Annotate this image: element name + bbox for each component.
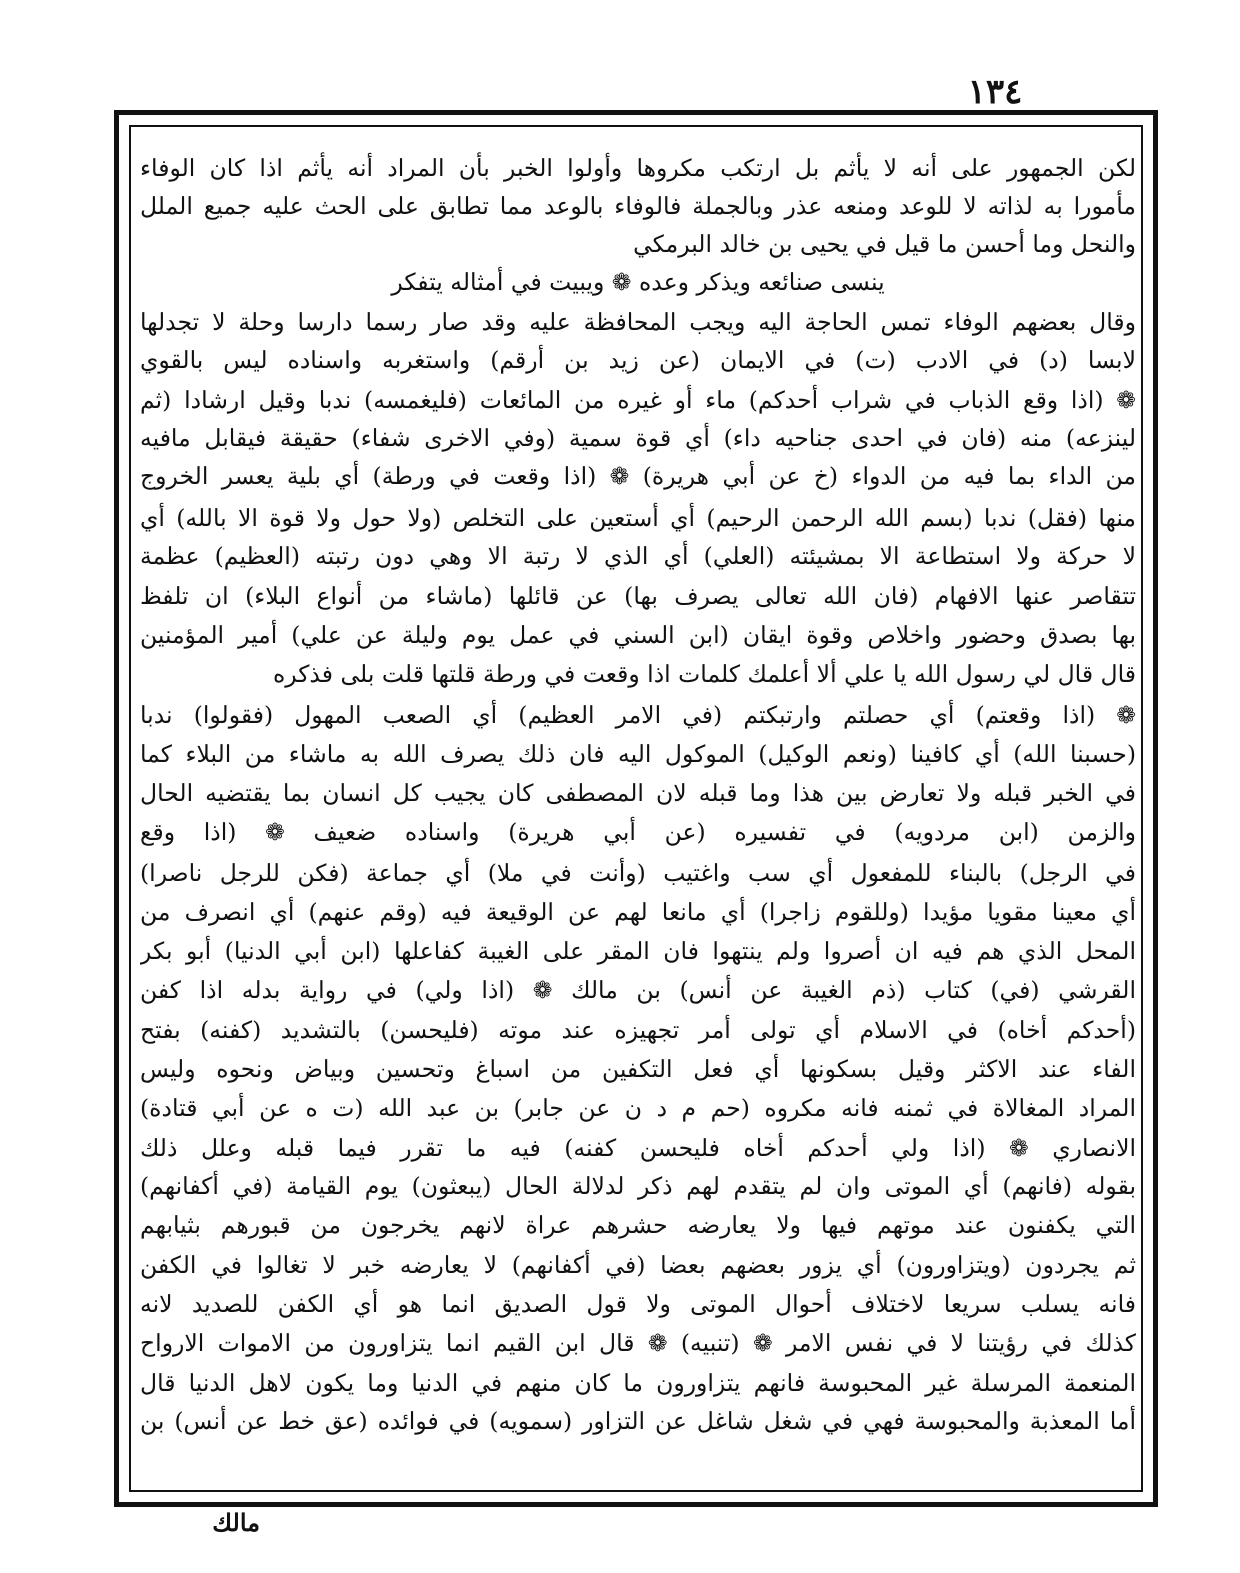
text-line: التي يكفنون عند موتهم فيها ولا يعارضه حشرهم عراة لانهم يخرجون من قبورهم بثيابهم (140, 1211, 1136, 1239)
text-line: كذلك في رؤيتنا لا في نفس الامر ❁ (تنبيه) ❁ قال ابن القيم انما يتزاورون من الاموات الارواح (140, 1329, 1136, 1357)
text-line: وقال بعضهم الوفاء تمس الحاجة اليه ويجب المحافظة عليه وقد صار رسما دارسا وحلة لا تجدلها (140, 308, 1136, 336)
text-line: المحل الذي هم فيه ان أصروا ولم ينتهوا فان المقر على الغيبة كفاعلها (ابن أبي الدنيا) أبو بكر (140, 937, 1136, 965)
text-block (140, 120, 1136, 1500)
text-line: ❁ (اذا وقعتم) أي حصلتم وارتبكتم (في الامر العظيم) أي الصعب المهول (فقولوا) ندبا (140, 701, 1136, 729)
text-line: الفاء عند الاكثر وقيل بسكونها أي فعل التكفين من اسباغ وتحسين وبياض ونحوه وليس (140, 1055, 1136, 1083)
text-line: والنحل وما أحسن ما قيل في يحيى بن خالد البرمكي (633, 230, 1136, 258)
catchword: مالك (212, 1508, 260, 1537)
text-line: ينسى صنائعه ويذكر وعده ❁ ويبيت في أمثاله يتفكر (391, 268, 885, 296)
text-line: قال قال لي رسول الله يا علي ألا أعلمك كلمات اذا وقعت في ورطة قلتها قلت بلى فذكره (272, 660, 1136, 688)
text-line: (حسبنا الله) أي كافينا (ونعم الوكيل) الموكول اليه فان ذلك يصرف الله به ماشاء من البلاء كما (140, 740, 1136, 768)
text-line: أي معينا مقويا مؤيدا (وللقوم زاجرا) أي مانعا لهم عن الوقيعة فيه (وقم عنهم) أي انصرف من (140, 898, 1136, 926)
text-line: المنعمة المرسلة غير المحبوسة فانهم يتزاورون ما كان منهم في الدنيا وما يكون لاهل الدنيا قال (140, 1369, 1136, 1397)
text-line: من الداء بما فيه من الدواء (خ عن أبي هريرة) ❁ (اذا وقعت في ورطة) أي بلية يعسر الخروج (140, 462, 1136, 490)
text-line: القرشي (في) كتاب (ذم الغيبة عن أنس) بن مالك ❁ (اذا ولي) في رواية بدله اذا كفن (140, 976, 1136, 1004)
text-line: الانصاري ❁ (اذا ولي أحدكم أخاه فليحسن كفنه) فيه ما تقرر فيما قبله وعلل ذلك (140, 1134, 1136, 1162)
text-line: بها بصدق وحضور واخلاص وقوة ايقان (ابن السني في عمل يوم وليلة عن علي) أمير المؤمنين (140, 621, 1136, 649)
text-line: لا حركة ولا استطاعة الا بمشيئته (العلي) أي الذي لا رتبة الا وهي دون رتبته (العظيم) عظمة (140, 542, 1136, 570)
text-line: (أحدكم أخاه) في الاسلام أي تولى أمر تجهيزه عند موته (فليحسن) بالتشديد (كفنه) بفتح (140, 1016, 1136, 1044)
text-line: مأمورا به لذاته لا للوعد ومنعه عذر وبالجملة فالوفاء بالوعد مما تطابق على الحث عليه جميع الملل (140, 192, 1136, 220)
text-line: أما المعذبة والمحبوسة فهي في شغل شاغل عن التزاور (سمويه) في فوائده (عق خط عن أنس) بن (140, 1407, 1136, 1435)
page-number: ١٣٤ (967, 72, 1023, 112)
text-line: والزمن (ابن مردويه) في تفسيره (عن أبي هريرة) واسناده ضعيف ❁ (اذا وقع (140, 818, 1136, 846)
text-line: لينزعه) منه (فان في احدى جناحيه داء) أي قوة سمية (وفي الاخرى شفاء) حقيقة فيقابل مافيه (140, 424, 1136, 452)
text-line: في الخبر قبله ولا تعارض بين هذا وما قبله لان المصطفى كان يجيب كل انسان بما يقتضيه الحال (140, 779, 1136, 807)
text-line: لابسا (د) في الادب (ت) في الايمان (عن زيد بن أرقم) واستغربه واسناده ليس بالقوي (140, 346, 1136, 374)
text-line: فانه يسلب سريعا لاختلاف أحوال الموتى ولا قول الصديق انما هو أي الكفن للصديد لانه (140, 1290, 1136, 1318)
text-line: المراد المغالاة في ثمنه فانه مكروه (حم م د ن عن جابر) بن عبد الله (ت ه عن أبي قتادة) (140, 1094, 1136, 1122)
text-line: بقوله (فانهم) أي الموتى وان لم يتقدم لهم ذكر لدلالة الحال (يبعثون) يوم القيامة (في أكفانهم) (140, 1172, 1136, 1200)
text-line: تتقاصر عنها الافهام (فان الله تعالى يصرف بها) عن قائلها (ماشاء من أنواع البلاء) ان تلفظ (140, 582, 1136, 610)
text-line: لكن الجمهور على أنه لا يأثم بل ارتكب مكروها وأولوا الخبر بأن المراد أنه يأثم اذا كان الوفاء (140, 154, 1136, 182)
text-line: ❁ (اذا وقع الذباب في شراب أحدكم) ماء أو غيره من المائعات (فليغمسه) ندبا وقيل ارشادا (ثم (140, 386, 1136, 414)
text-line: ثم يجردون (ويتزاورون) أي يزور بعضهم بعضا (في أكفانهم) لا يعارضه خبر لا تغالوا في الكفن (140, 1251, 1136, 1279)
text-line: منها (فقل) ندبا (بسم الله الرحمن الرحيم) أي أستعين على التخلص (ولا حول ولا قوة الا بالله) أي (140, 504, 1136, 532)
text-line: في الرجل) بالبناء للمفعول أي سب واغتيب (وأنت في ملا) أي جماعة (فكن للرجل ناصرا) (140, 859, 1136, 887)
